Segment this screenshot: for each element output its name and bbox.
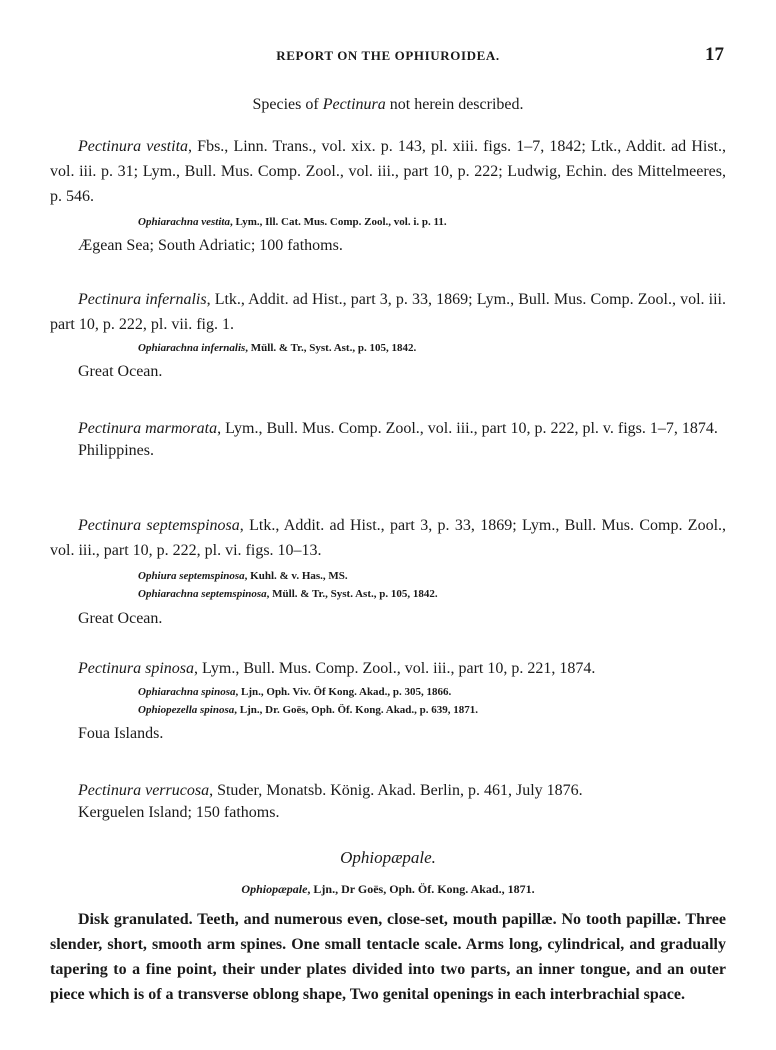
species-entry-marmorata [50, 416, 726, 463]
species-entry-septemspinosa [50, 513, 726, 631]
genus-synonym-ref: , Ljn., Dr Goës, Oph. Öf. Kong. Akad., 1871. [307, 882, 535, 896]
citation-text: , Lym., Bull. Mus. Comp. Zool., vol. iii., part 10, p. 222, pl. v. figs. 1–7, 1874. [217, 420, 718, 437]
synonym-ref: , Müll. & Tr., Syst. Ast., p. 105, 1842. [245, 342, 417, 354]
synonym-ref: , Lym., Ill. Cat. Mus. Comp. Zool., vol. i. p. 11. [229, 216, 447, 228]
synonym-name: Ophiarachna septemspinosa [138, 588, 267, 600]
citation-text: , Studer, Monatsb. König. Akad. Berlin, p. 461, July 1876. [209, 782, 583, 799]
section-title-prefix: Species of [252, 96, 323, 113]
section-title-genus: Pectinura [322, 96, 386, 113]
citation-text: , Ltk., Addit. ad Hist., part 3, p. 33, 1869; Lym., Bull. Mus. Comp. Zool., vol. iii. part 10, p. 222, pl. vii. fig. 1. [50, 291, 726, 333]
section-title [0, 96, 776, 114]
species-name: Pectinura spinosa [78, 660, 194, 677]
species-citation [50, 513, 726, 563]
species-name: Pectinura vestita [78, 138, 189, 155]
synonym-name: Ophiarachna spinosa [138, 686, 236, 698]
synonym-line [50, 213, 726, 231]
section-title-suffix: not herein described. [385, 96, 524, 113]
citation-text: , Fbs., Linn. Trans., vol. xix. p. 143, pl. xiii. figs. 1–7, 1842; Ltk., Addit. ad Hist., vol. iii. p. 31; Lym., Bull. Mus. Comp. Zool., vol. iii., part 10, p. 222; Ludwig, Echin. des Mittelmeeres, p. 546. [50, 138, 727, 205]
synonym-name: Ophiarachna vestita [138, 216, 230, 228]
locality: Ægean Sea; South Adriatic; 100 fathoms. [78, 237, 343, 254]
genus-synonym [0, 882, 776, 897]
genus-description: Disk granulated. Teeth, and numerous even, close-set, mouth papillæ. No tooth papillæ. Three slender, short, smooth arm spines. One small tentacle scale. Arms long, cylindrical, and gradually tapering to a fine point, their under plates divided into two parts, an inner tongue, and an outer piece which is of a transverse oblong shape, Two genital openings in each interbrachial space. [50, 911, 726, 1003]
running-title: REPORT ON THE OPHIUROIDEA. [276, 48, 500, 63]
species-name: Pectinura marmorata [78, 420, 218, 437]
citation-text: , Lym., Bull. Mus. Comp. Zool., vol. iii., part 10, p. 221, 1874. [194, 660, 596, 677]
page-number: 17 [705, 44, 724, 65]
species-entry-infernalis [50, 287, 726, 384]
species-name: Pectinura septemspinosa [78, 517, 240, 534]
synonym-line [50, 339, 726, 357]
synonym-ref: , Ljn., Oph. Viv. Öf Kong. Akad., p. 305, 1866. [235, 686, 452, 698]
synonym-name: Ophiopezella spinosa [138, 704, 235, 716]
locality: Great Ocean. [78, 610, 163, 627]
species-name: Pectinura verrucosa [78, 782, 210, 799]
synonym-name: Ophiarachna infernalis [138, 342, 246, 354]
species-entry-verrucosa [50, 778, 726, 825]
species-name: Pectinura infernalis [78, 291, 207, 308]
synonym-line [50, 701, 726, 719]
synonym-ref: , Müll. & Tr., Syst. Ast., p. 105, 1842. [266, 588, 438, 600]
synonym-line [50, 567, 726, 585]
species-citation [50, 134, 726, 209]
synonym-ref: , Kuhl. & v. Has., MS. [244, 570, 348, 582]
species-entry-vestita [50, 134, 726, 258]
species-citation [50, 656, 726, 681]
synonym-line [50, 683, 726, 701]
running-header [0, 44, 776, 68]
synonym-line [50, 585, 726, 603]
locality: Kerguelen Island; 150 fathoms. [78, 804, 280, 821]
locality: Philippines. [78, 442, 155, 459]
genus-synonym-name: Ophiopæpale [241, 882, 308, 896]
synonym-ref: , Ljn., Dr. Goës, Oph. Öf. Kong. Akad., p. 639, 1871. [234, 704, 479, 716]
species-citation [50, 287, 726, 337]
genus-title: Ophiopæpale. [340, 848, 436, 867]
locality: Great Ocean. [78, 363, 163, 380]
locality: Foua Islands. [78, 725, 164, 742]
species-entry-spinosa [50, 656, 726, 746]
citation-text: , Ltk., Addit. ad Hist., part 3, p. 33, 1869; Lym., Bull. Mus. Comp. Zool., vol. iii., part 10, p. 222, pl. vi. figs. 10–13. [50, 517, 727, 559]
synonym-name: Ophiura septemspinosa [138, 570, 245, 582]
